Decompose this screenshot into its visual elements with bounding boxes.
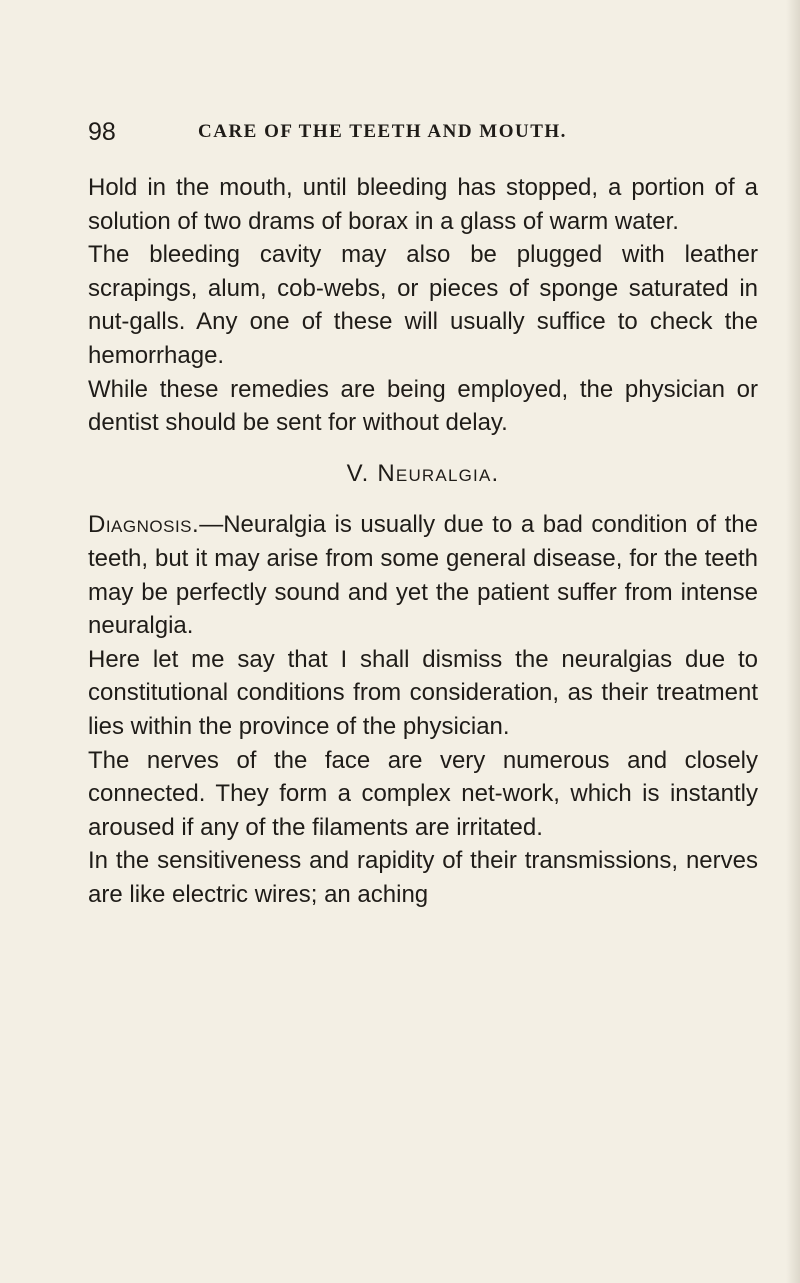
page-number: 98 [88,118,116,146]
paragraph-constitutional: Here let me say that I shall dismiss the neuralgias due to constitutional conditions from consideration, as their treatment lies within the province of the physician. [88,645,758,740]
paragraph-facial-nerves: The nerves of the face are very numerous and closely connected. They form a complex net-work, which is instantly aroused if any of the filaments are irritated. [88,746,758,841]
paragraph-diagnosis [88,508,758,642]
running-head [88,117,768,149]
section-heading-neuralgia: V. Neuralgia. [346,459,500,487]
text-column [88,171,758,911]
paragraph-transmissions: In the sensitiveness and rapidity of their transmissions, nerves are like electric wires; an aching [88,847,758,908]
diagnosis-text: —Neuralgia is usually due to a bad condition of the teeth, but it may arise from some general disease, for the teeth may be perfectly sound and yet the patient suffer from intense neuralgia. [88,511,758,640]
diagnosis-lead: Diagnosis. [88,511,200,539]
paragraph-plugging-cavity: The bleeding cavity may also be plugged with leather scrapings, alum, cob-webs, or pieces of sponge saturated in nut-galls. Any one of these will usually suffice to check the hemorrhage. [88,241,758,369]
paragraph-send-for-dentist: While these remedies are being employed, the physician or dentist should be sent for without delay. [88,375,758,437]
paragraph-borax-rinse: Hold in the mouth, until bleeding has stopped, a portion of a solution of two drams of borax in a glass of warm water. [88,174,758,235]
running-title: CARE OF THE TEETH AND MOUTH. [198,121,567,142]
